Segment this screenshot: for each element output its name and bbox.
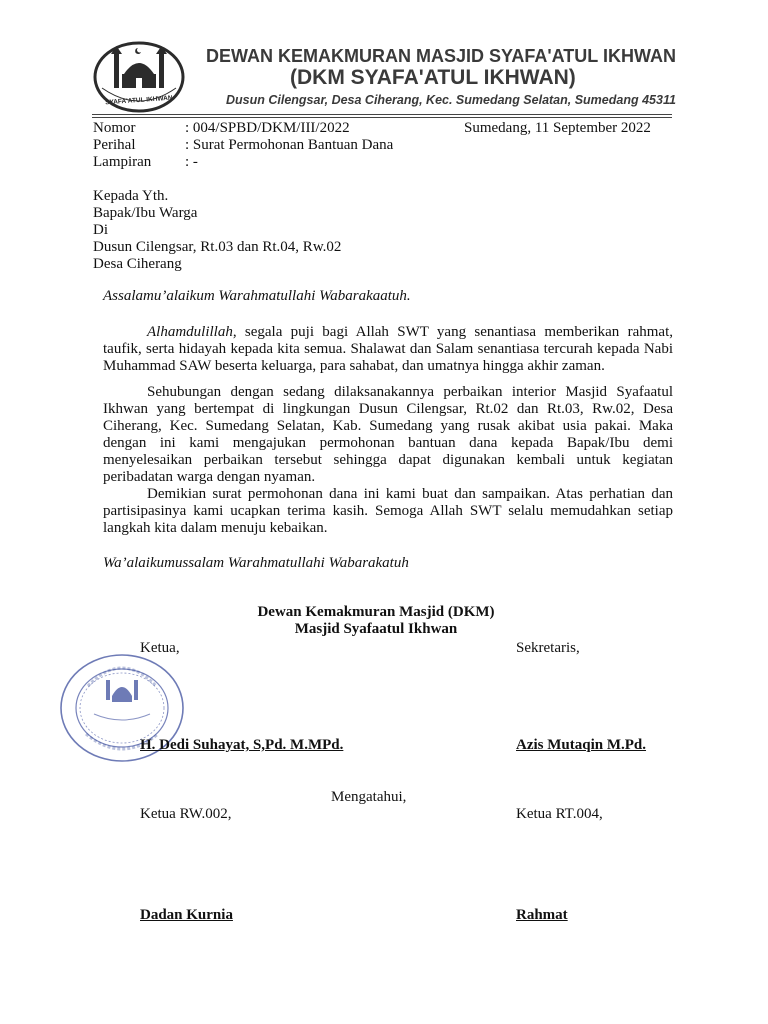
recipient-line-2: Bapak/Ibu Warga bbox=[93, 205, 198, 221]
ketua-name: H. Dedi Suhayat, S,Pd. M.MPd. bbox=[140, 737, 344, 753]
mengetahui-label: Mengatahui, bbox=[331, 789, 407, 805]
org-address: Dusun Cilengsar, Desa Ciherang, Kec. Sumedang Selatan, Sumedang 45311 bbox=[226, 93, 676, 107]
letterhead-divider bbox=[92, 114, 672, 115]
sign-org-line-2: Masjid Syafaatul Ikhwan bbox=[294, 621, 458, 637]
paragraph-1-rest: , segala puji bagi Allah SWT yang senantiasa memberikan rahmat, taufik, serta hidayah kepada kita semua. Shalawat dan Salam senantiasa tercurah kepada Nabi Muhammad SAW beserta keluarga, para sahabat, dan umatnya hingga akhir zaman. bbox=[103, 324, 673, 374]
sekretaris-title: Sekretaris, bbox=[516, 640, 580, 656]
rt-title: Ketua RT.004, bbox=[516, 806, 603, 822]
logo-text: SYAFA'ATUL IKHWAN bbox=[104, 94, 173, 107]
nomor-value: : 004/SPBD/DKM/III/2022 bbox=[185, 120, 350, 136]
paragraph-3: Demikian surat permohonan dana ini kami buat dan sampaikan. Atas perhatian dan partisipasinya kami ucapkan terima kasih. Semoga Allah SWT selalu memudahkan setiap langkah kita dalam menuju kebaikan. bbox=[103, 486, 673, 536]
rw-title: Ketua RW.002, bbox=[140, 806, 232, 822]
greeting: Assalamu’alaikum Warahmatullahi Wabarakaatuh. bbox=[103, 288, 411, 304]
perihal-label: Perihal bbox=[93, 137, 136, 153]
sign-org-line-1: Dewan Kemakmuran Masjid (DKM) bbox=[257, 604, 495, 620]
recipient-line-5: Desa Ciherang bbox=[93, 256, 182, 272]
ketua-title: Ketua, bbox=[140, 640, 180, 656]
lampiran-label: Lampiran bbox=[93, 154, 152, 170]
place-date: Sumedang, 11 September 2022 bbox=[464, 120, 651, 136]
paragraph-2: Sehubungan dengan sedang dilaksanakannya perbaikan interior Masjid Syafaatul Ikhwan yang bertempat di lingkungan Dusun Cilengsar, Rt.02 dan Rt.03, Rw.02, Desa Ciherang, Kec. Sumedang Selatan, Kab. Sumedang yang rusak akibat usia pakai. Maka dengan ini kami mengajukan permohonan bantuan dana kepada Bapak/Ibu demi menyelesaikan perbaikan tersebut sehingga dapat digunakan kembali untuk kegiatan peribadatan warga dengan nyaman. bbox=[103, 384, 673, 485]
rt-name: Rahmat bbox=[516, 907, 568, 923]
recipient-line-1: Kepada Yth. bbox=[93, 188, 169, 204]
paragraph-1 bbox=[103, 324, 673, 375]
recipient-line-4: Dusun Cilengsar, Rt.03 dan Rt.04, Rw.02 bbox=[93, 239, 342, 255]
sekretaris-name: Azis Mutaqin M.Pd. bbox=[516, 737, 647, 753]
mosque-logo bbox=[92, 40, 186, 114]
lampiran-value: : - bbox=[185, 154, 198, 170]
paragraph-1-italic: Alhamdulillah bbox=[147, 324, 233, 340]
letterhead-divider-thin bbox=[92, 117, 672, 118]
closing-greeting: Wa’alaikumussalam Warahmatullahi Wabarakatuh bbox=[103, 555, 409, 571]
nomor-label: Nomor bbox=[93, 120, 136, 136]
recipient-line-3: Di bbox=[93, 222, 108, 238]
perihal-value: : Surat Permohonan Bantuan Dana bbox=[185, 137, 394, 153]
org-name: DEWAN KEMAKMURAN MASJID SYAFA'ATUL IKHWAN bbox=[206, 46, 676, 66]
rw-name: Dadan Kurnia bbox=[140, 907, 233, 923]
org-short-name: (DKM SYAFA'ATUL IKHWAN) bbox=[290, 66, 576, 89]
